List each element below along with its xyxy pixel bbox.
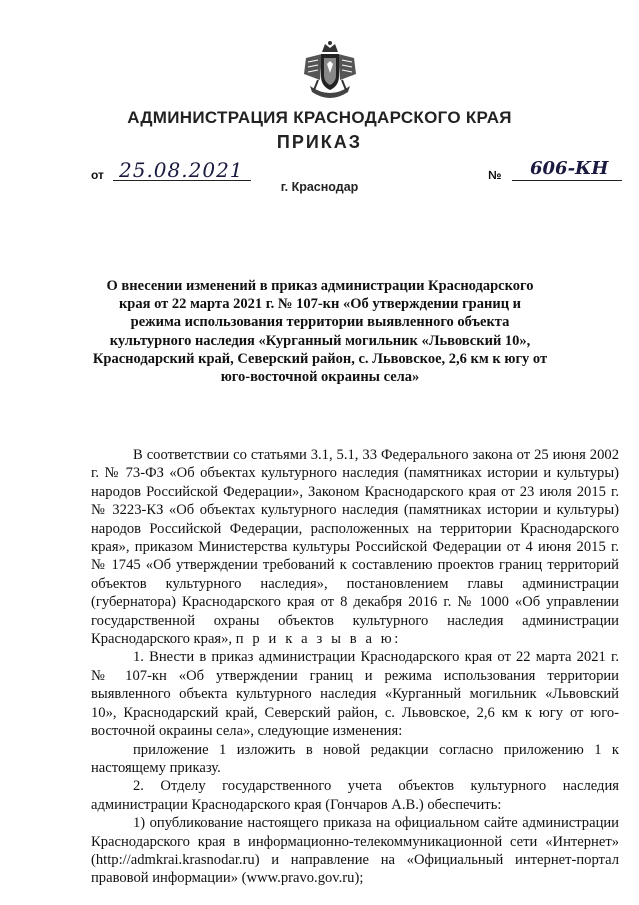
paragraph-subitem-1: 1) опубликование настоящего приказа на официальном сайте администрации Краснодарского края в информационно-телекоммуникационной сети «Интернет» (http://admkrai.krasnodar.ru) и направление на «Официальный интернет-портал правовой информации» (www.pravo.gov.ru); <box>91 815 619 887</box>
paragraph-item-1: 1. Внести в приказ администрации Краснодарского края от 22 марта 2021 г. № 107-кн «Об утверждении границ и режима использования территории выявленного объекта культурного наследия «Курганный могильник «Львовский 10», Краснодарский край, Северский район, с. Львовское, 2,6 км к югу от юго-восточной окраины села», следующие изменения: <box>91 649 619 740</box>
paragraph-preamble <box>91 446 619 648</box>
paragraph-item-2: 2. Отделу государственного учета объектов культурного наследия администрации Краснодарского края (Гончаров А.В.) обеспечить: <box>91 778 619 813</box>
document-type: ПРИКАЗ <box>276 132 363 152</box>
document-body <box>91 446 619 888</box>
city: г. Краснодар <box>280 180 359 194</box>
handwritten-date: 25.08.2021 <box>119 158 244 182</box>
order-word: п р и к а з ы в а ю: <box>235 631 401 648</box>
date-prefix: от <box>91 168 104 182</box>
handwritten-number: 606-КН <box>530 158 609 179</box>
preamble-text: В соответствии со статьями 3.1, 5.1, 33 Федерального закона от 25 июня 2002 г. № 73-ФЗ «Об объектах культурного наследия (памятниках истории и культуры) народов Российской Федерации», Законом Краснодарского края от 23 июля 2015 г. № 3223-КЗ «Об объектах культурного наследия (памятниках истории и культуры) народов Российской Федерации, расположенных на территории Краснодарского края», приказом Министерства культуры Российской Федерации от 4 июня 2015 г. № 1745 «Об утверждении требований к составлению проектов границ территорий объектов культурного наследия», постановлением главы администрации (губернатора) Краснодарского края от 8 декабря 2016 г. № 1000 «Об управлении государственной охраны объектов культурного наследия администрации Краснодарского края», <box>91 447 619 648</box>
coat-of-arms-icon <box>300 40 360 102</box>
document-subject: О внесении изменений в приказ администрации Краснодарского края от 22 марта 2021 г. № 107-кн «Об утверждении границ и режима использования территории выявленного объекта культурного наследия «Курганный могильник «Львовский 10», Краснодарский край, Северский район, с. Львовское, 2,6 км к югу от юго-восточной окраины села» <box>92 278 548 386</box>
organization-title: АДМИНИСТРАЦИЯ КРАСНОДАРСКОГО КРАЯ <box>127 108 512 127</box>
paragraph-appendix: приложение 1 изложить в новой редакции согласно приложению 1 к настоящему приказу. <box>91 741 619 776</box>
number-prefix: № <box>488 168 502 182</box>
